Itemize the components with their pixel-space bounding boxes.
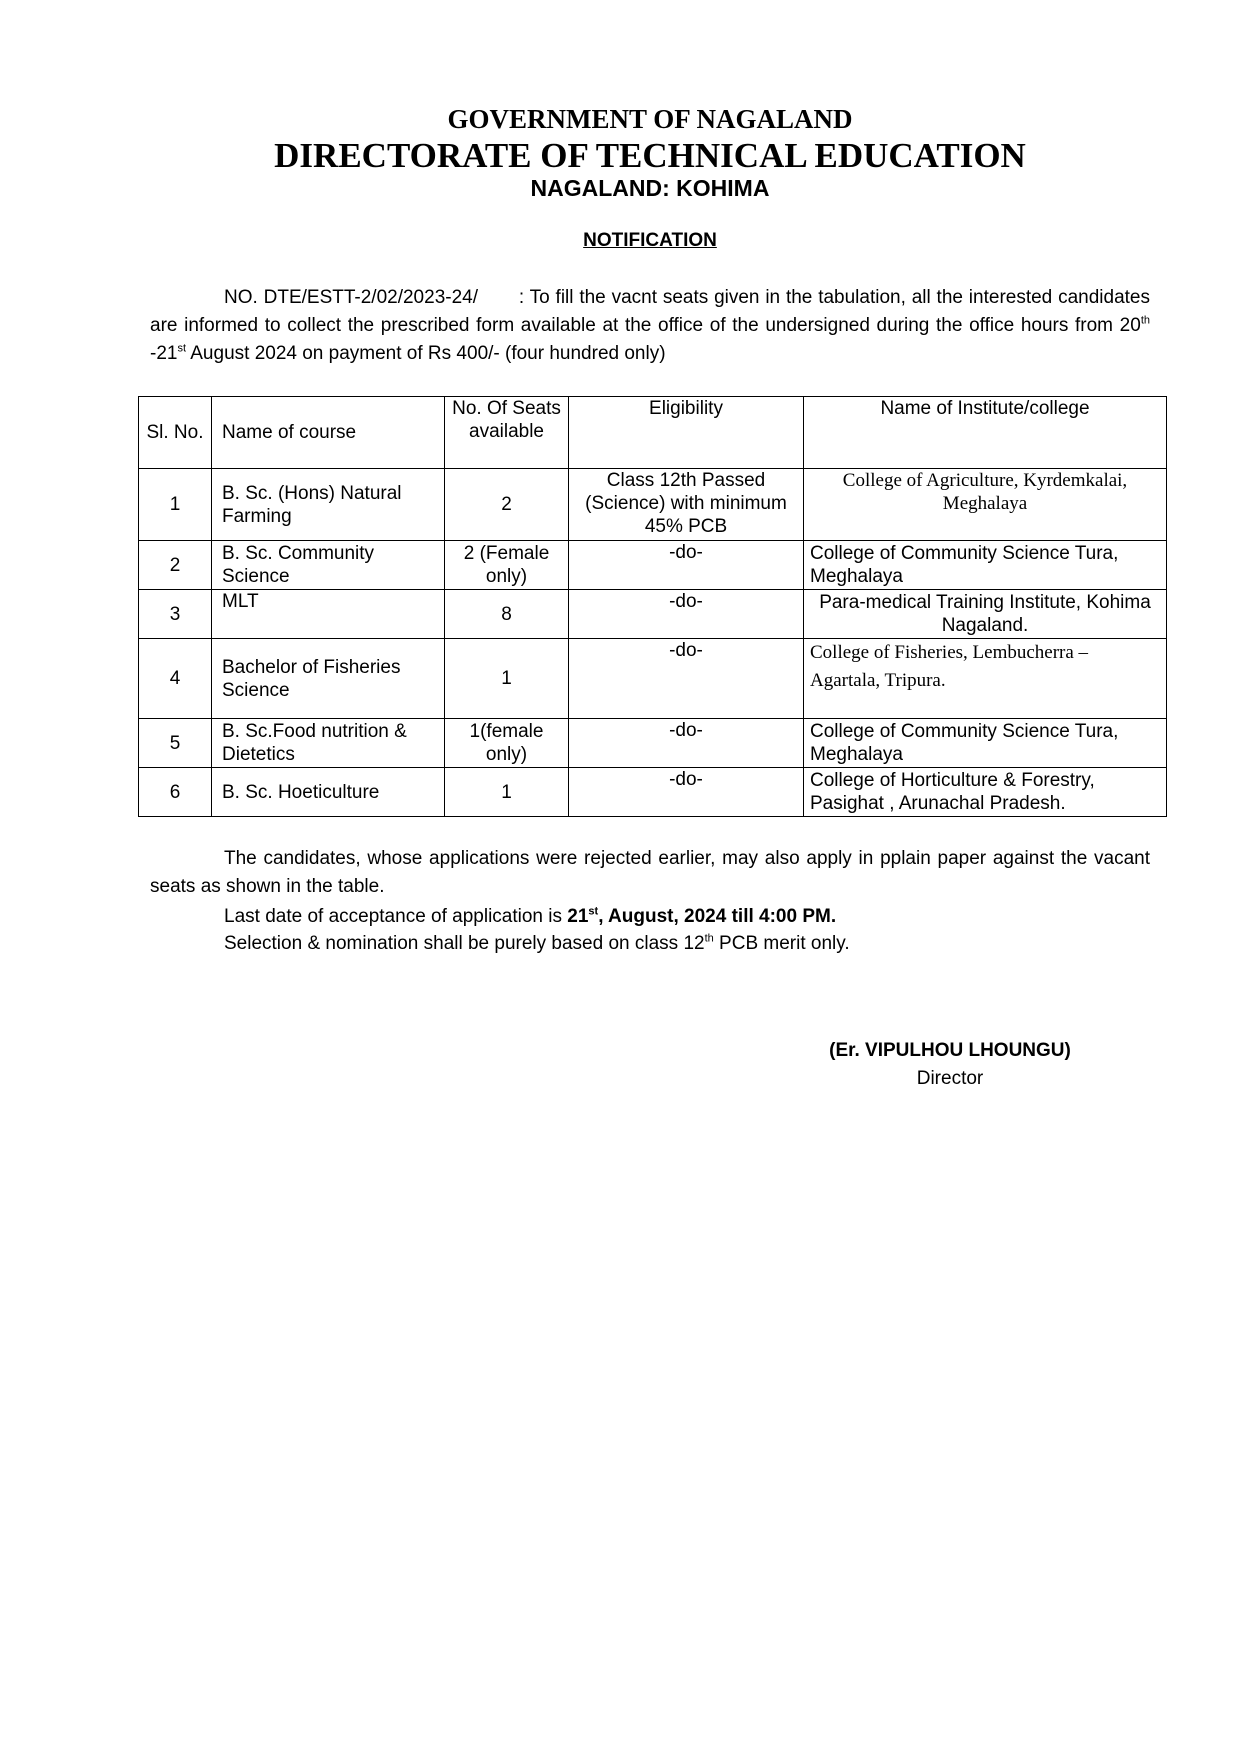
cell-course: MLT [212, 590, 445, 639]
table-header-row [139, 397, 1167, 469]
cell-sl: 6 [139, 768, 212, 817]
intro-text-a: : To fill the vacnt seats given in the tabulation, all the interested candidates are informed to collect the prescribed form available at the office of the undersigned during the office hours from 20 [150, 287, 1150, 336]
table-row [139, 639, 1167, 719]
table-row [139, 719, 1167, 768]
cell-sl: 5 [139, 719, 212, 768]
cell-institute: College of Horticulture & Forestry, Pasighat , Arunachal Pradesh. [804, 768, 1167, 817]
cell-eligibility: -do- [569, 590, 804, 639]
signatory-designation: Director [916, 1068, 984, 1089]
cell-sl: 3 [139, 590, 212, 639]
cell-course: B. Sc. Community Science [212, 541, 445, 590]
cell-seats: 1(female only) [445, 719, 569, 768]
cell-sl: 2 [139, 541, 212, 590]
cell-course: B. Sc. Hoeticulture [212, 768, 445, 817]
intro-text-c: August 2024 on payment of Rs 400/- (four hundred only) [186, 343, 666, 364]
table-row [139, 469, 1167, 541]
table-row [139, 590, 1167, 639]
cell-eligibility: -do- [569, 541, 804, 590]
selection-text-b: PCB merit only. [713, 933, 850, 954]
cell-eligibility: Class 12th Passed (Science) with minimum 45% PCB [569, 469, 804, 541]
cell-institute: College of Community Science Tura, Meghalaya [804, 541, 1167, 590]
directorate-heading: DIRECTORATE OF TECHNICAL EDUCATION [274, 136, 1026, 175]
last-date-sup: st [588, 905, 599, 918]
cell-eligibility: -do- [569, 719, 804, 768]
cell-sl: 1 [139, 469, 212, 541]
rejected-note [150, 845, 1150, 901]
notification-title: NOTIFICATION [583, 230, 717, 251]
last-date-day: 21 [567, 906, 589, 927]
cell-seats: 8 [445, 590, 569, 639]
cell-seats: 2 [445, 469, 569, 541]
cell-institute: College of Agriculture, Kyrdemkalai, Meghalaya [804, 469, 1167, 541]
last-date-rest: , August, 2024 till 4:00 PM. [598, 906, 837, 927]
cell-institute: College of Community Science Tura, Meghalaya [804, 719, 1167, 768]
table-row [139, 541, 1167, 590]
intro-sup-a: th [1140, 314, 1150, 327]
reference-number: NO. DTE/ESTT-2/02/2023-24/ [224, 287, 478, 308]
header-institute: Name of Institute/college [804, 397, 1167, 469]
cell-institute: Para-medical Training Institute, Kohima Nagaland. [804, 590, 1167, 639]
cell-eligibility: -do- [569, 639, 804, 719]
location-heading: NAGALAND: KOHIMA [530, 175, 770, 201]
last-date-note [150, 903, 1150, 931]
cell-institute: College of Fisheries, Lembucherra – Agartala, Tripura. [804, 639, 1167, 719]
header-course: Name of course [212, 397, 445, 469]
header-sl-no: Sl. No. [139, 397, 212, 469]
cell-sl: 4 [139, 639, 212, 719]
cell-seats: 1 [445, 768, 569, 817]
cell-course: Bachelor of Fisheries Science [212, 639, 445, 719]
intro-paragraph [150, 284, 1150, 368]
cell-seats: 1 [445, 639, 569, 719]
intro-text-b: -21 [150, 343, 178, 364]
header-eligibility: Eligibility [569, 397, 804, 469]
header-seats: No. Of Seats available [445, 397, 569, 469]
cell-course: B. Sc.Food nutrition & Dietetics [212, 719, 445, 768]
cell-eligibility: -do- [569, 768, 804, 817]
vacant-seats-table [138, 396, 1167, 817]
selection-note [150, 930, 1150, 958]
last-date-prefix: Last date of acceptance of application is [224, 906, 568, 927]
table-row [139, 768, 1167, 817]
cell-seats: 2 (Female only) [445, 541, 569, 590]
intro-sup-b: st [177, 342, 187, 355]
rejected-note-text: The candidates, whose applications were rejected earlier, may also apply in pplain paper against the vacant seats as shown in the table. [150, 848, 1150, 897]
signatory-name: (Er. VIPULHOU LHOUNGU) [829, 1040, 1071, 1061]
selection-text-a: Selection & nomination shall be purely based on class 12 [224, 933, 705, 954]
government-heading: GOVERNMENT OF NAGALAND [447, 104, 853, 134]
cell-course: B. Sc. (Hons) Natural Farming [212, 469, 445, 541]
selection-sup: th [704, 932, 714, 945]
